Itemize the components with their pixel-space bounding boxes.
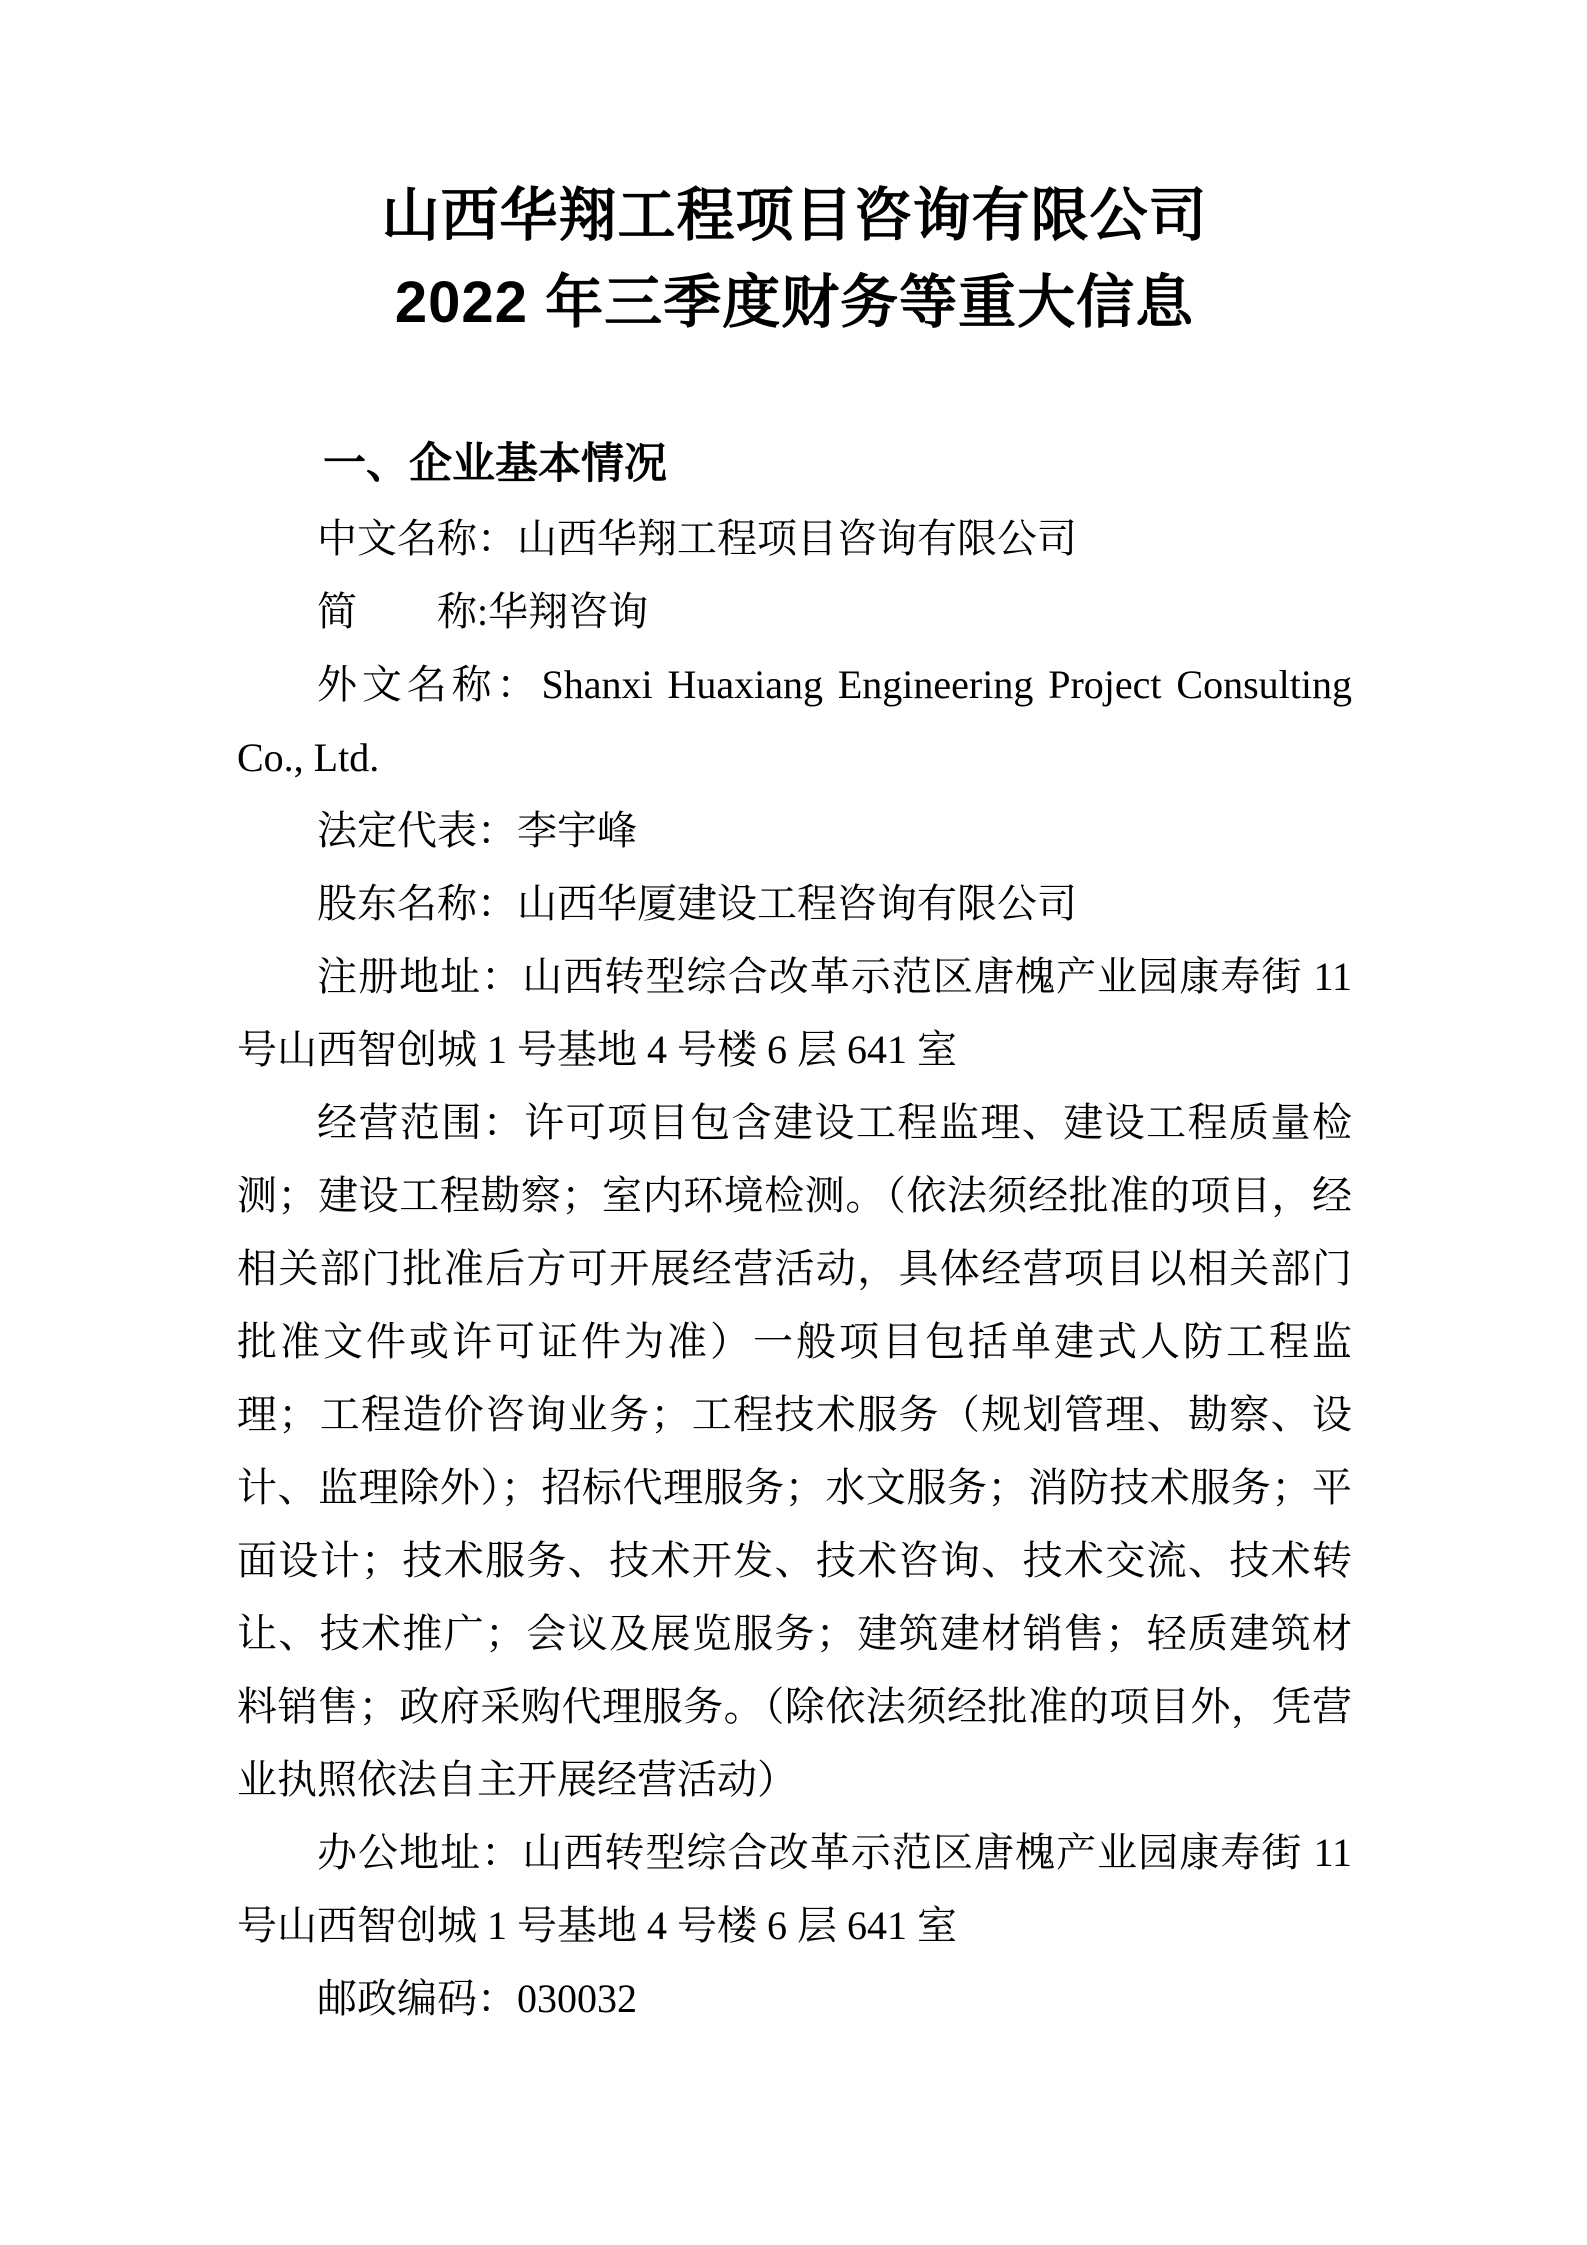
body-paragraph: 邮政编码：030032 [317,1976,637,2021]
section-heading-basic-info: 一、企业基本情况 [323,440,667,488]
title-line-1: 山西华翔工程项目咨询有限公司 [381,183,1208,248]
document-body [237,502,1352,2035]
title-line-2: 2022 年三季度财务等重大信息 [394,270,1195,335]
document-title [237,172,1352,346]
body-paragraph: 外文名称：Shanxi Huaxiang Engineering Project Consulting Co., Ltd. [237,662,1352,780]
body-paragraph: 中文名称：山西华翔工程项目咨询有限公司 [317,516,1077,561]
body-paragraph: 法定代表：李宇峰 [317,808,637,853]
body-paragraph: 股东名称：山西华厦建设工程咨询有限公司 [317,881,1077,926]
body-paragraph: 办公地址：山西转型综合改革示范区唐槐产业园康寿街 11 号山西智创城 1 号基地 4 号楼 6 层 641 室 [237,1830,1352,1948]
body-paragraph: 注册地址：山西转型综合改革示范区唐槐产业园康寿街 11 号山西智创城 1 号基地 4 号楼 6 层 641 室 [237,954,1352,1072]
body-paragraph: 简 称:华翔咨询 [317,589,649,634]
body-paragraph: 经营范围：许可项目包含建设工程监理、建设工程质量检测；建设工程勘察；室内环境检测。（依法须经批准的项目，经相关部门批准后方可开展经营活动，具体经营项目以相关部门批准文件或许可证件为准）一般项目包括单建式人防工程监理；工程造价咨询业务；工程技术服务（规划管理、勘察、设计、监理除外）；招标代理服务；水文服务；消防技术服务；平面设计；技术服务、技术开发、技术咨询、技术交流、技术转让、技术推广；会议及展览服务；建筑建材销售；轻质建筑材料销售；政府采购代理服务。（除依法须经批准的项目外，凭营业执照依法自主开展经营活动） [237,1100,1352,1802]
